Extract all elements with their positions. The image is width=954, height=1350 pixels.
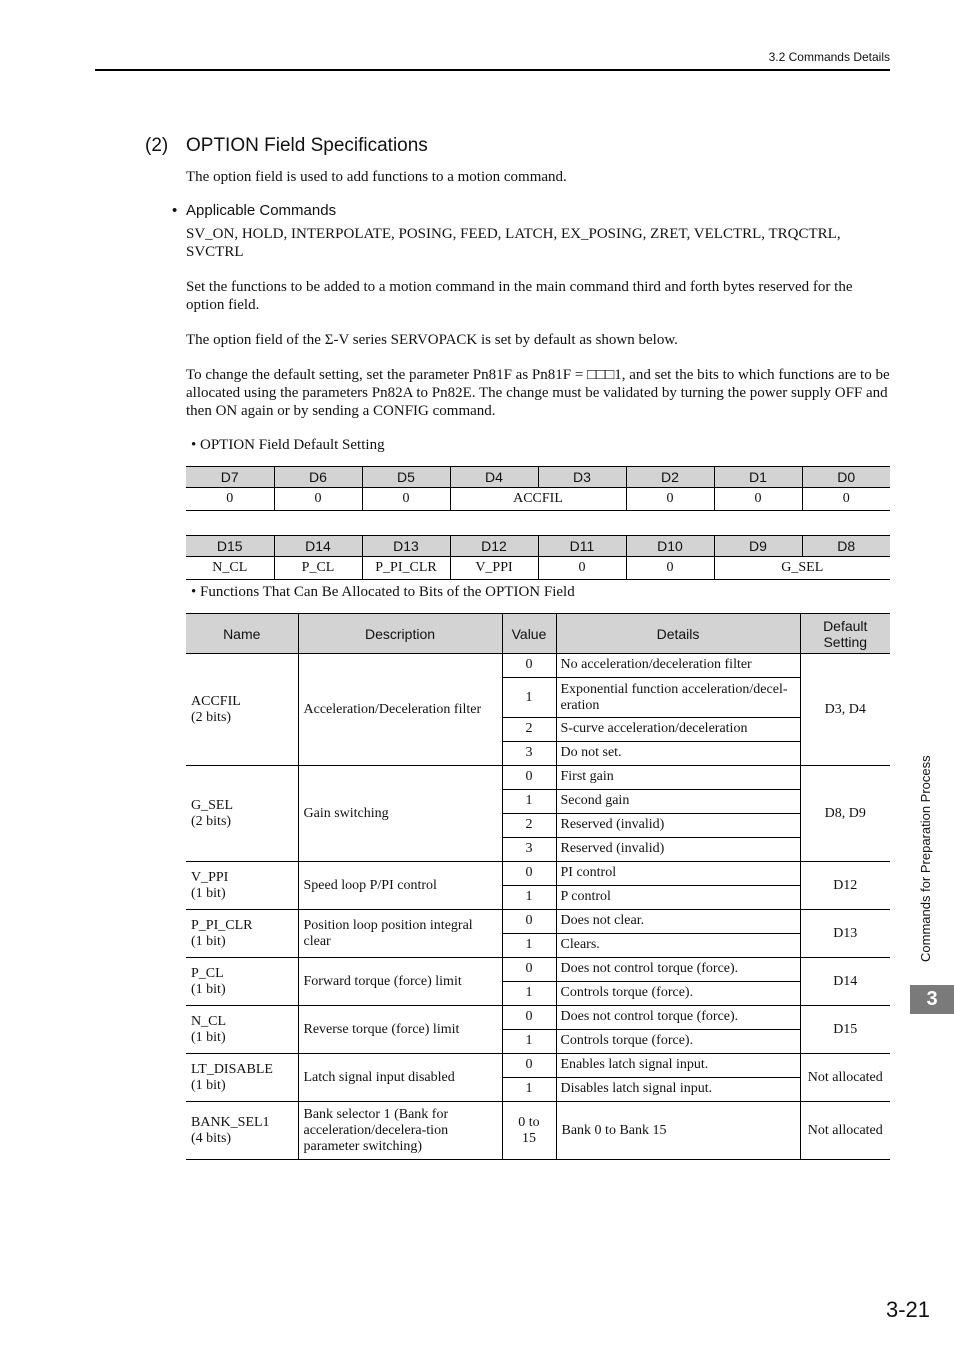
- option-value: 1: [502, 934, 556, 958]
- bit-header: D2: [626, 467, 714, 488]
- applicable-commands-list: SV_ON, HOLD, INTERPOLATE, POSING, FEED, LATCH, EX_POSING, ZRET, VELCTRL, TRQCTRL, SVCTRL: [186, 226, 841, 260]
- paragraph-default-setting: The option field of the Σ-V series SERVOPACK is set by default as shown below.: [186, 332, 678, 348]
- default-setting: Not allocated: [800, 1102, 890, 1160]
- option-detail: Disables latch signal input.: [556, 1078, 800, 1102]
- option-detail: Reserved (invalid): [556, 814, 800, 838]
- option-value: 1: [502, 982, 556, 1006]
- default-setting: D15: [800, 1006, 890, 1054]
- function-name: P_PI_CLR (1 bit): [186, 910, 298, 958]
- option-value: 2: [502, 718, 556, 742]
- option-detail: Controls torque (force).: [556, 1030, 800, 1054]
- option-detail: Does not control torque (force).: [556, 958, 800, 982]
- bit-header: D8: [802, 536, 890, 557]
- default-setting: D8, D9: [800, 766, 890, 862]
- bit-header: D15: [186, 536, 274, 557]
- function-description: Forward torque (force) limit: [298, 958, 502, 1006]
- option-value: 0: [502, 766, 556, 790]
- option-detail: Enables latch signal input.: [556, 1054, 800, 1078]
- option-value: 3: [502, 838, 556, 862]
- option-value: 0: [502, 1006, 556, 1030]
- bit-value: 0: [362, 488, 450, 511]
- default-setting-caption: • OPTION Field Default Setting: [191, 437, 385, 453]
- applicable-commands-bullet: • Applicable Commands: [172, 202, 337, 219]
- paragraph-change-default: To change the default setting, set the parameter Pn81F as Pn81F = □□□1, and set the bits to which functions are to be allocated using the parameters Pn82A to Pn82E. The change must be validated by turning the power supply OFF and then ON again or by sending a CONFIG command.: [186, 367, 890, 419]
- bit-header: D12: [450, 536, 538, 557]
- option-value: 1: [502, 678, 556, 718]
- option-bits-high-table: [186, 535, 890, 580]
- option-detail: Controls torque (force).: [556, 982, 800, 1006]
- option-value: 3: [502, 742, 556, 766]
- function-name: G_SEL (2 bits): [186, 766, 298, 862]
- running-head: 3.2 Commands Details: [768, 50, 890, 64]
- section-title: OPTION Field Specifications: [186, 135, 428, 156]
- option-detail: First gain: [556, 766, 800, 790]
- bit-header: D11: [538, 536, 626, 557]
- option-bits-low-table: [186, 466, 890, 511]
- option-detail: Does not control torque (force).: [556, 1006, 800, 1030]
- option-detail: P control: [556, 886, 800, 910]
- option-detail: PI control: [556, 862, 800, 886]
- functions-table: [186, 613, 890, 1160]
- function-name: BANK_SEL1 (4 bits): [186, 1102, 298, 1160]
- function-description: Reverse torque (force) limit: [298, 1006, 502, 1054]
- function-description: Acceleration/Deceleration filter: [298, 654, 502, 766]
- option-value: 0: [502, 862, 556, 886]
- option-value: 1: [502, 886, 556, 910]
- function-description: Bank selector 1 (Bank for acceleration/decelera-tion parameter switching): [298, 1102, 502, 1160]
- default-setting: D13: [800, 910, 890, 958]
- bit-header: D14: [274, 536, 362, 557]
- option-value: 1: [502, 790, 556, 814]
- option-value: 0: [502, 910, 556, 934]
- option-value: 0: [502, 654, 556, 678]
- bit-header: D10: [626, 536, 714, 557]
- bit-value: 0: [714, 488, 802, 511]
- option-value: 2: [502, 814, 556, 838]
- function-name: LT_DISABLE (1 bit): [186, 1054, 298, 1102]
- intro-paragraph: The option field is used to add functions to a motion command.: [186, 169, 567, 185]
- bit-header: D0: [802, 467, 890, 488]
- bit-value: 0: [626, 557, 714, 580]
- bit-value: P_PI_CLR: [362, 557, 450, 580]
- option-detail: Second gain: [556, 790, 800, 814]
- bit-header: D4: [450, 467, 538, 488]
- default-setting: D12: [800, 862, 890, 910]
- bit-header: D7: [186, 467, 274, 488]
- section-number: (2): [145, 135, 169, 156]
- option-detail: Does not clear.: [556, 910, 800, 934]
- bit-header: D1: [714, 467, 802, 488]
- option-value: 0: [502, 958, 556, 982]
- header-default-setting: Default Setting: [800, 614, 890, 654]
- bit-value: V_PPI: [450, 557, 538, 580]
- paragraph-option-bytes: Set the functions to be added to a motion command in the main command third and forth bytes reserved for the option field.: [186, 279, 853, 313]
- bit-value: 0: [802, 488, 890, 511]
- option-detail: No acceleration/deceleration filter: [556, 654, 800, 678]
- option-detail: Bank 0 to Bank 15: [556, 1102, 800, 1160]
- header-name: Name: [186, 614, 298, 654]
- default-setting: D3, D4: [800, 654, 890, 766]
- bit-header: D3: [538, 467, 626, 488]
- bit-value: P_CL: [274, 557, 362, 580]
- option-detail: Reserved (invalid): [556, 838, 800, 862]
- bit-header: D13: [362, 536, 450, 557]
- option-value: 0 to 15: [502, 1102, 556, 1160]
- bit-value: 0: [186, 488, 274, 511]
- option-detail: Clears.: [556, 934, 800, 958]
- function-description: Speed loop P/PI control: [298, 862, 502, 910]
- applicable-commands-label: Applicable Commands: [186, 202, 337, 219]
- option-detail: Exponential function acceleration/decel-eration: [556, 678, 800, 718]
- option-value: 0: [502, 1054, 556, 1078]
- option-value: 1: [502, 1030, 556, 1054]
- default-setting: Not allocated: [800, 1054, 890, 1102]
- bit-value: 0: [274, 488, 362, 511]
- bit-value: 0: [626, 488, 714, 511]
- header-details: Details: [556, 614, 800, 654]
- bit-value: 0: [538, 557, 626, 580]
- option-value: 1: [502, 1078, 556, 1102]
- default-setting: D14: [800, 958, 890, 1006]
- bit-value: G_SEL: [714, 557, 890, 580]
- header-value: Value: [502, 614, 556, 654]
- function-description: Position loop position integral clear: [298, 910, 502, 958]
- section-heading: [145, 135, 428, 157]
- function-description: Gain switching: [298, 766, 502, 862]
- function-name: P_CL (1 bit): [186, 958, 298, 1006]
- bit-value: ACCFIL: [450, 488, 626, 511]
- header-description: Description: [298, 614, 502, 654]
- option-detail: S-curve acceleration/deceleration: [556, 718, 800, 742]
- chapter-side-label: Commands for Preparation Process: [918, 755, 933, 962]
- header-rule: [95, 69, 890, 71]
- function-name: ACCFIL (2 bits): [186, 654, 298, 766]
- bit-value: N_CL: [186, 557, 274, 580]
- function-description: Latch signal input disabled: [298, 1054, 502, 1102]
- bit-header: D9: [714, 536, 802, 557]
- functions-caption: • Functions That Can Be Allocated to Bits of the OPTION Field: [191, 584, 575, 600]
- bit-header: D5: [362, 467, 450, 488]
- option-detail: Do not set.: [556, 742, 800, 766]
- chapter-tab: 3: [910, 985, 954, 1014]
- function-name: N_CL (1 bit): [186, 1006, 298, 1054]
- page-number: 3-21: [885, 1297, 930, 1322]
- bit-header: D6: [274, 467, 362, 488]
- function-name: V_PPI (1 bit): [186, 862, 298, 910]
